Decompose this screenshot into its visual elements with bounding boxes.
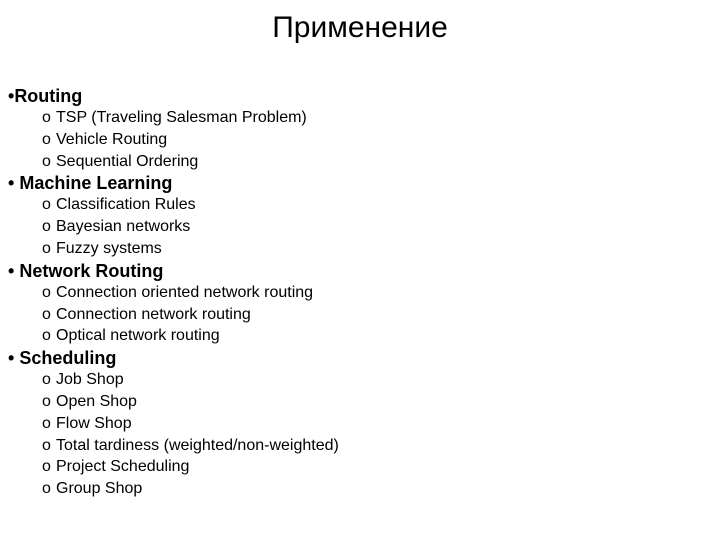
sub-bullet-marker: o (42, 305, 51, 323)
list-item (42, 413, 708, 435)
list-item (42, 151, 708, 173)
list-item-label: Optical network routing (56, 327, 220, 345)
bullet-list (8, 85, 708, 500)
list-item-label: Group Shop (56, 480, 143, 498)
list-item-label: Connection network routing (56, 305, 251, 323)
section-scheduling (8, 347, 708, 500)
sub-bullet-marker: o (42, 392, 51, 410)
section-routing (8, 85, 708, 172)
list-item (42, 391, 708, 413)
section-heading-label: Network Routing (19, 260, 164, 281)
section-heading (8, 347, 708, 369)
list-item (42, 282, 708, 304)
list-item (42, 216, 708, 238)
bullet-marker: • (8, 260, 15, 281)
list-item-label: TSP (Traveling Salesman Problem) (56, 109, 307, 126)
list-item (42, 129, 708, 151)
list-item (42, 107, 708, 129)
list-item (42, 325, 708, 347)
section-network-routing (8, 260, 708, 347)
list-item-label: Open Shop (56, 392, 137, 410)
sub-bullet-marker: o (42, 371, 51, 389)
list-item-label: Classification Rules (56, 196, 196, 214)
list-item-label: Flow Shop (56, 414, 132, 432)
sub-bullet-marker: o (42, 414, 51, 432)
sub-bullet-marker: o (42, 152, 51, 170)
list-item-label: Project Scheduling (56, 458, 190, 476)
sub-bullet-marker: o (42, 480, 51, 498)
list-item-label: Fuzzy systems (56, 239, 162, 257)
list-item (42, 456, 708, 478)
section-heading-label: Machine Learning (19, 173, 173, 194)
section-heading (8, 85, 708, 107)
sub-bullet-marker: o (42, 109, 51, 126)
bullet-marker: • (8, 86, 15, 106)
sub-bullet-marker: o (42, 239, 51, 257)
list-item (42, 194, 708, 216)
section-heading (8, 172, 708, 194)
sub-bullet-marker: o (42, 218, 51, 236)
list-item (42, 435, 708, 457)
sub-bullet-marker: o (42, 327, 51, 345)
sub-bullet-marker: o (42, 196, 51, 214)
sub-list (42, 369, 708, 500)
list-item (42, 238, 708, 260)
list-item-label: Connection oriented network routing (56, 283, 314, 301)
page-title: Применение (272, 11, 448, 44)
sub-list (42, 282, 708, 347)
sub-bullet-marker: o (42, 436, 51, 454)
list-item-label: Job Shop (56, 371, 124, 389)
sub-list (42, 107, 708, 172)
section-machine-learning (8, 172, 708, 259)
list-item (42, 478, 708, 500)
section-heading (8, 260, 708, 282)
list-item (42, 369, 708, 391)
list-item (42, 304, 708, 326)
list-item-label: Bayesian networks (56, 218, 191, 236)
list-item-label: Vehicle Routing (56, 130, 168, 148)
section-heading-label: Routing (14, 86, 83, 106)
sub-bullet-marker: o (42, 130, 51, 148)
section-heading-label: Scheduling (19, 348, 117, 369)
sub-bullet-marker: o (42, 283, 51, 301)
sub-bullet-marker: o (42, 458, 51, 476)
list-item-label: Total tardiness (weighted/non-weighted) (56, 436, 339, 454)
list-item-label: Sequential Ordering (56, 152, 199, 170)
sub-list (42, 194, 708, 259)
bullet-marker: • (8, 348, 15, 369)
bullet-marker: • (8, 173, 15, 194)
